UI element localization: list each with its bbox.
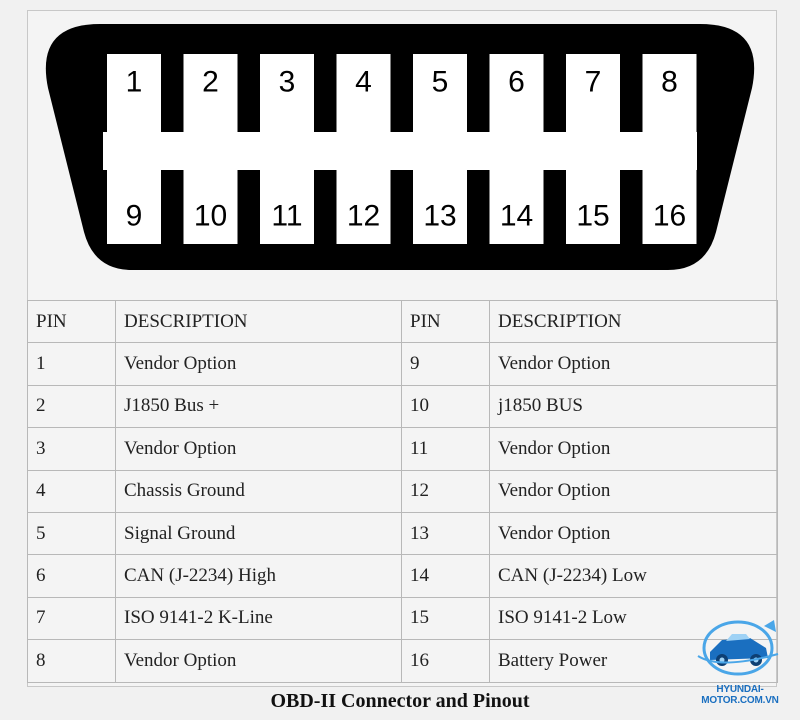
pin-number-label: 8 <box>661 65 678 99</box>
table-header-row <box>28 301 778 343</box>
connector-pin-2 <box>184 54 238 134</box>
connector-pin-16 <box>643 168 697 244</box>
pin-number-label: 3 <box>278 65 296 99</box>
description-cell: j1850 BUS <box>490 385 778 427</box>
connector-cavity <box>103 132 697 170</box>
table-row <box>28 597 778 639</box>
pinout-table <box>27 300 778 683</box>
connector-pin-6 <box>490 54 544 134</box>
header-pin-a: PIN <box>28 301 116 343</box>
description-cell: Battery Power <box>490 640 778 682</box>
connector-pin-13 <box>413 168 467 244</box>
connector-pin-4 <box>337 54 391 134</box>
description-cell: Signal Ground <box>116 512 402 554</box>
car-logo-icon <box>680 600 800 684</box>
table-row <box>28 428 778 470</box>
description-cell: Vendor Option <box>490 428 778 470</box>
pin-cell: 12 <box>402 470 490 512</box>
description-cell: Vendor Option <box>490 512 778 554</box>
table-row <box>28 343 778 385</box>
pin-cell: 3 <box>28 428 116 470</box>
connector-pin-10 <box>184 168 238 244</box>
pin-number-label: 6 <box>508 65 525 99</box>
pin-cell: 11 <box>402 428 490 470</box>
obd2-connector-diagram <box>0 0 800 300</box>
header-description-b: DESCRIPTION <box>490 301 778 343</box>
pin-cell: 10 <box>402 385 490 427</box>
pin-number-label: 4 <box>355 65 372 99</box>
pin-cell: 8 <box>28 640 116 682</box>
connector-pin-5 <box>413 54 467 134</box>
connector-pin-8 <box>643 54 697 134</box>
pin-number-label: 9 <box>125 199 143 233</box>
pin-number-label: 10 <box>193 199 228 233</box>
pin-number-label: 11 <box>271 199 303 233</box>
header-description-a: DESCRIPTION <box>116 301 402 343</box>
watermark-logo <box>680 600 800 710</box>
description-cell: Vendor Option <box>116 428 402 470</box>
pin-cell: 1 <box>28 343 116 385</box>
watermark-text: HYUNDAI-MOTOR.COM.VN <box>701 684 779 706</box>
connector-pin-14 <box>490 168 544 244</box>
table-row <box>28 640 778 682</box>
description-cell: Vendor Option <box>490 343 778 385</box>
pin-cell: 6 <box>28 555 116 597</box>
pin-number-label: 1 <box>125 65 143 99</box>
pin-cell: 9 <box>402 343 490 385</box>
connector-pin-7 <box>566 54 620 134</box>
description-cell: J1850 Bus + <box>116 385 402 427</box>
pin-cell: 15 <box>402 597 490 639</box>
pin-cell: 5 <box>28 512 116 554</box>
connector-pin-9 <box>107 168 161 244</box>
header-pin-b: PIN <box>402 301 490 343</box>
description-cell: CAN (J-2234) Low <box>490 555 778 597</box>
description-cell: Vendor Option <box>490 470 778 512</box>
pin-number-label: 7 <box>584 65 602 99</box>
description-cell: ISO 9141-2 Low <box>490 597 778 639</box>
table-row <box>28 385 778 427</box>
pin-cell: 7 <box>28 597 116 639</box>
connector-pin-11 <box>260 168 314 244</box>
pin-number-label: 12 <box>346 199 381 233</box>
pin-number-label: 13 <box>423 199 457 233</box>
pin-number-label: 15 <box>576 199 610 233</box>
table-row <box>28 470 778 512</box>
pin-number-label: 2 <box>202 65 219 99</box>
description-cell: Chassis Ground <box>116 470 402 512</box>
connector-pin-15 <box>566 168 620 244</box>
pin-cell: 13 <box>402 512 490 554</box>
pin-cell: 4 <box>28 470 116 512</box>
table-row <box>28 555 778 597</box>
connector-pin-1 <box>107 54 161 134</box>
table-row <box>28 512 778 554</box>
pin-number-label: 14 <box>499 199 534 233</box>
pin-cell: 2 <box>28 385 116 427</box>
description-cell: ISO 9141-2 K-Line <box>116 597 402 639</box>
description-cell: CAN (J-2234) High <box>116 555 402 597</box>
diagram-caption: OBD-II Connector and Pinout <box>270 690 530 712</box>
pin-number-label: 16 <box>652 199 687 233</box>
pin-cell: 16 <box>402 640 490 682</box>
description-cell: Vendor Option <box>116 343 402 385</box>
description-cell: Vendor Option <box>116 640 402 682</box>
pin-number-label: 5 <box>431 65 449 99</box>
connector-pin-3 <box>260 54 314 134</box>
connector-pin-12 <box>337 168 391 244</box>
pin-cell: 14 <box>402 555 490 597</box>
